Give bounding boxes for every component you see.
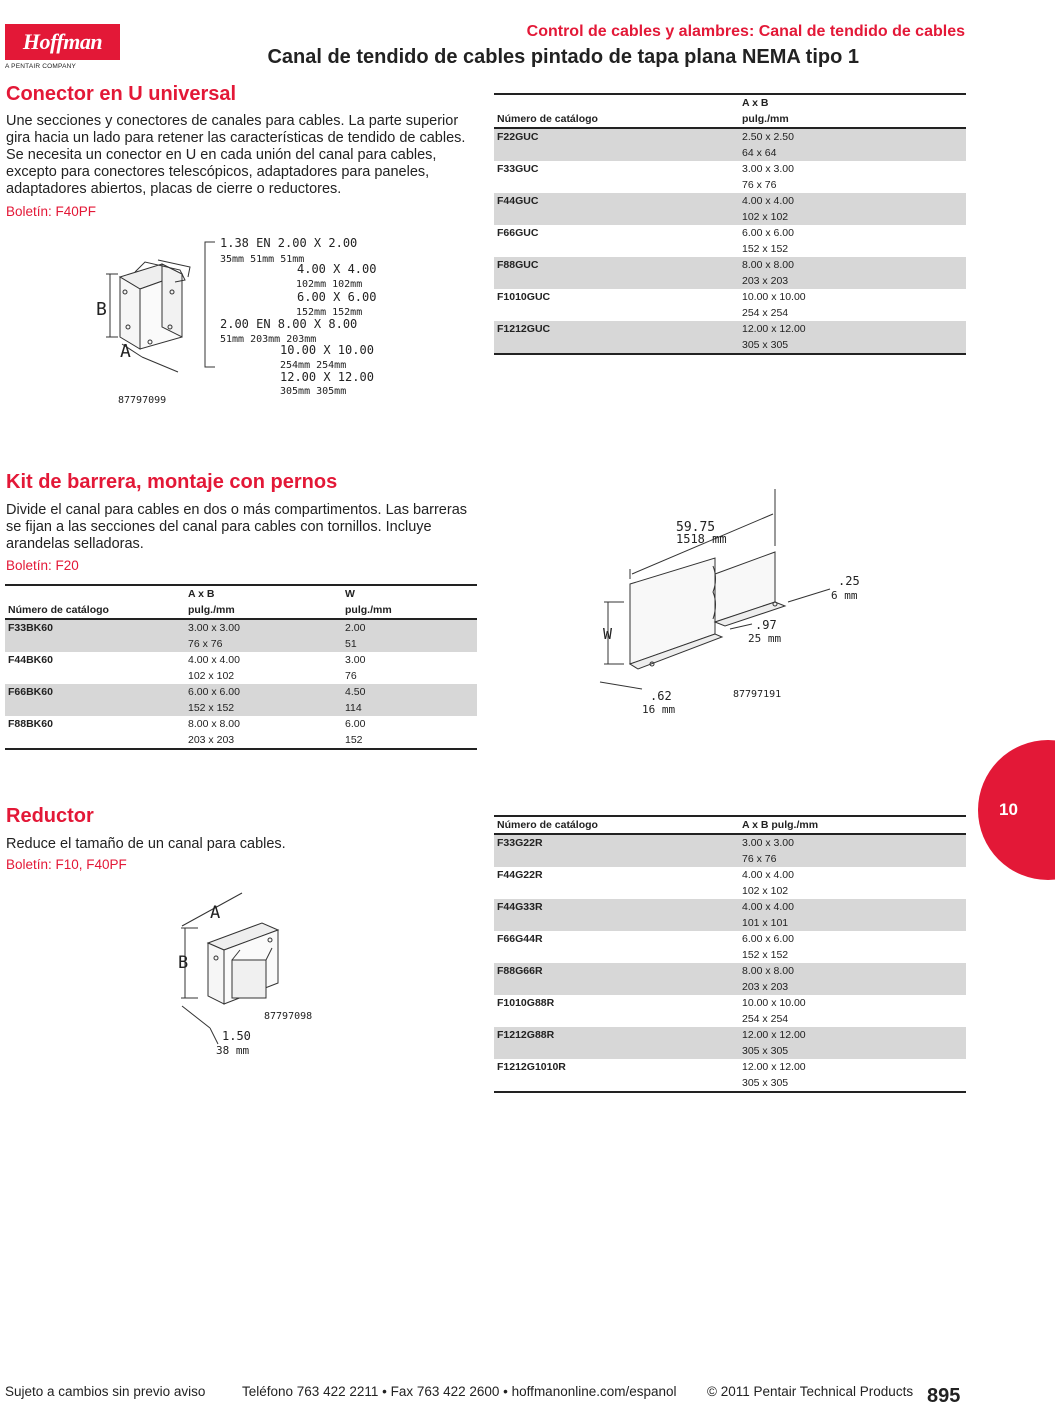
reducer-part-number: 87797098 [264,1011,313,1022]
dim-1-50-mm: 38 mm [216,1044,250,1057]
dim-d1-mm: 6 mm [831,589,858,602]
page-number: 895 [927,1385,961,1407]
logo-tagline: A PENTAIR COMPANY [5,63,77,70]
column-header: pulg./mm [342,602,477,619]
table-row: 152 x 152 [742,949,789,961]
dim-line-2-mm: 102mm 102mm [296,279,363,290]
label-a: A [120,341,131,362]
dim-1-50: 1.50 [222,1029,251,1043]
column-header: Número de catálogo [5,602,185,619]
dim-d1: .25 [838,574,860,588]
table-row: 254 x 254 [742,307,789,319]
table-row: F33BK60 3.00 x 3.00 2.00 [5,619,477,636]
table-row: F44GUC 4.00 x 4.00 [494,193,966,209]
dim-line-4: 2.00 EN 8.00 X 8.00 [220,317,358,331]
table-row: 101 x 101 [494,915,966,931]
dim-line-5-mm: 254mm 254mm [280,360,347,371]
reducer-table [494,815,966,1093]
dim-line-2: 4.00 X 4.00 [297,262,377,276]
table-row: 203 x 203 [494,273,966,289]
table-row: F66G44R 6.00 x 6.00 [497,933,794,945]
connector-table [494,93,966,355]
table-row: 102 x 102 [742,885,789,897]
dim-length: 59.75 [676,520,716,535]
table-row: F88BK60 8.00 x 8.00 6.00 [8,718,366,730]
table-row: F1212G1010R 12.00 x 12.00 [497,1061,806,1073]
connector-drawing [80,232,420,407]
table-row: F22GUC 2.50 x 2.50 [494,128,966,145]
table-row: F44G33R 4.00 x 4.00 [494,899,966,915]
footer-copyright: © 2011 Pentair Technical Products [707,1384,914,1399]
label-a: A [210,903,221,923]
footer-notice: Sujeto a cambios sin previo aviso [5,1384,206,1399]
reducer-heading: Reductor [6,805,94,827]
page-title: Canal de tendido de cables pintado de tapa plana NEMA tipo 1 [267,46,859,68]
table-row: 254 x 254 [742,1013,789,1025]
dim-line-6: 12.00 X 12.00 [280,370,374,384]
table-row: 203 x 203 [494,979,966,995]
footer-contact[interactable]: Teléfono 763 422 2211 • Fax 763 422 2600 • hoffmanonline.com/espanol [242,1384,677,1399]
barrier-part-number: 87797191 [733,689,782,700]
table-row: F66GUC 6.00 x 6.00 [497,227,794,239]
table-row: 102 x 102 76 [188,670,357,682]
table-row: 305 x 305 [494,1043,966,1059]
column-header: pulg./mm [185,602,342,619]
table-row: F66BK60 6.00 x 6.00 4.50 [5,684,477,700]
dim-line-1: 1.38 EN 2.00 X 2.00 [220,236,358,250]
barrier-table [5,584,477,750]
dim-line-3: 6.00 X 6.00 [297,290,377,304]
barrier-drawing [590,484,880,720]
connector-heading: Conector en U universal [6,83,237,105]
table-row: F1010G88R 10.00 x 10.00 [497,997,806,1009]
chapter-tab-number: 10 [999,800,1018,819]
label-w: W [603,625,613,643]
reducer-description: Reduce el tamaño de un canal para cables. [6,836,286,852]
table-row: 305 x 305 [494,337,966,354]
table-row: F1212G88R 12.00 x 12.00 [494,1027,966,1043]
table-row: 305 x 305 [742,1077,789,1089]
table-row: F33GUC 3.00 x 3.00 [497,163,794,175]
table-row: 203 x 203 152 [188,734,363,746]
dim-line-1-mm: 35mm 51mm 51mm [220,254,305,265]
section-kicker: Control de cables y alambres: Canal de tendido de cables [526,23,965,40]
label-b: B [178,953,189,973]
dim-line-5: 10.00 X 10.00 [280,343,374,357]
column-header: A x B [188,588,215,600]
table-row: F1010GUC 10.00 x 10.00 [497,291,806,303]
table-row: 76 x 76 [742,179,777,191]
column-header: W [345,588,355,600]
reducer-bulletin[interactable]: Boletín: F10, F40PF [6,857,127,872]
table-row: 152 x 152 114 [5,700,477,716]
dim-line-6-mm: 305mm 305mm [280,386,347,397]
table-row: F44BK60 4.00 x 4.00 3.00 [8,654,366,666]
table-row: F44G22R 4.00 x 4.00 [497,869,794,881]
dim-d2: .97 [755,618,777,632]
table-row: 152 x 152 [742,243,789,255]
barrier-bulletin[interactable]: Boletín: F20 [6,558,79,573]
dim-d3: .62 [650,689,672,703]
table-row: 64 x 64 [494,145,966,161]
table-row: F1212GUC 12.00 x 12.00 [494,321,966,337]
column-header: Número de catálogo [494,816,739,834]
dim-d3-mm: 16 mm [642,703,676,716]
column-header: Número de catálogo [494,111,739,128]
barrier-description: Divide el canal para cables en dos o más compartimentos. Las barreras se fijan a las secciones del canal para cables con tornillos. Incluye arandelas selladoras. [6,502,468,552]
table-row: 102 x 102 [494,209,966,225]
table-row: 76 x 76 [494,851,966,867]
table-row: F88G66R 8.00 x 8.00 [494,963,966,979]
column-header: A x B [742,97,769,109]
table-row: F88GUC 8.00 x 8.00 [494,257,966,273]
hoffman-logo: Hoffman [5,24,120,60]
table-row: F33G22R 3.00 x 3.00 [494,834,966,851]
dim-line-4-mm: 51mm 203mm 203mm [220,334,317,345]
dim-line-3-mm: 152mm 152mm [296,307,363,318]
dim-length-mm: 1518 mm [676,532,727,546]
connector-description: Une secciones y conectores de canales para cables. La parte superior gira hacia un lado para retener las características de tendido de cables. Se necesita un conector en U en cada unión del canal para cables, excepto para conectores telescópicos, adaptadores para paneles, adaptadores abiertos, placas de cierre o reductores. [6,113,466,197]
dim-d2-mm: 25 mm [748,632,782,645]
connector-part-number: 87797099 [118,395,167,406]
reducer-drawing [170,888,330,1063]
table-row: 76 x 76 51 [5,636,477,652]
column-header: A x B pulg./mm [739,816,966,834]
label-b: B [96,299,107,320]
connector-bulletin[interactable]: Boletín: F40PF [6,204,97,219]
barrier-heading: Kit de barrera, montaje con pernos [6,471,338,493]
column-header: pulg./mm [739,111,966,128]
